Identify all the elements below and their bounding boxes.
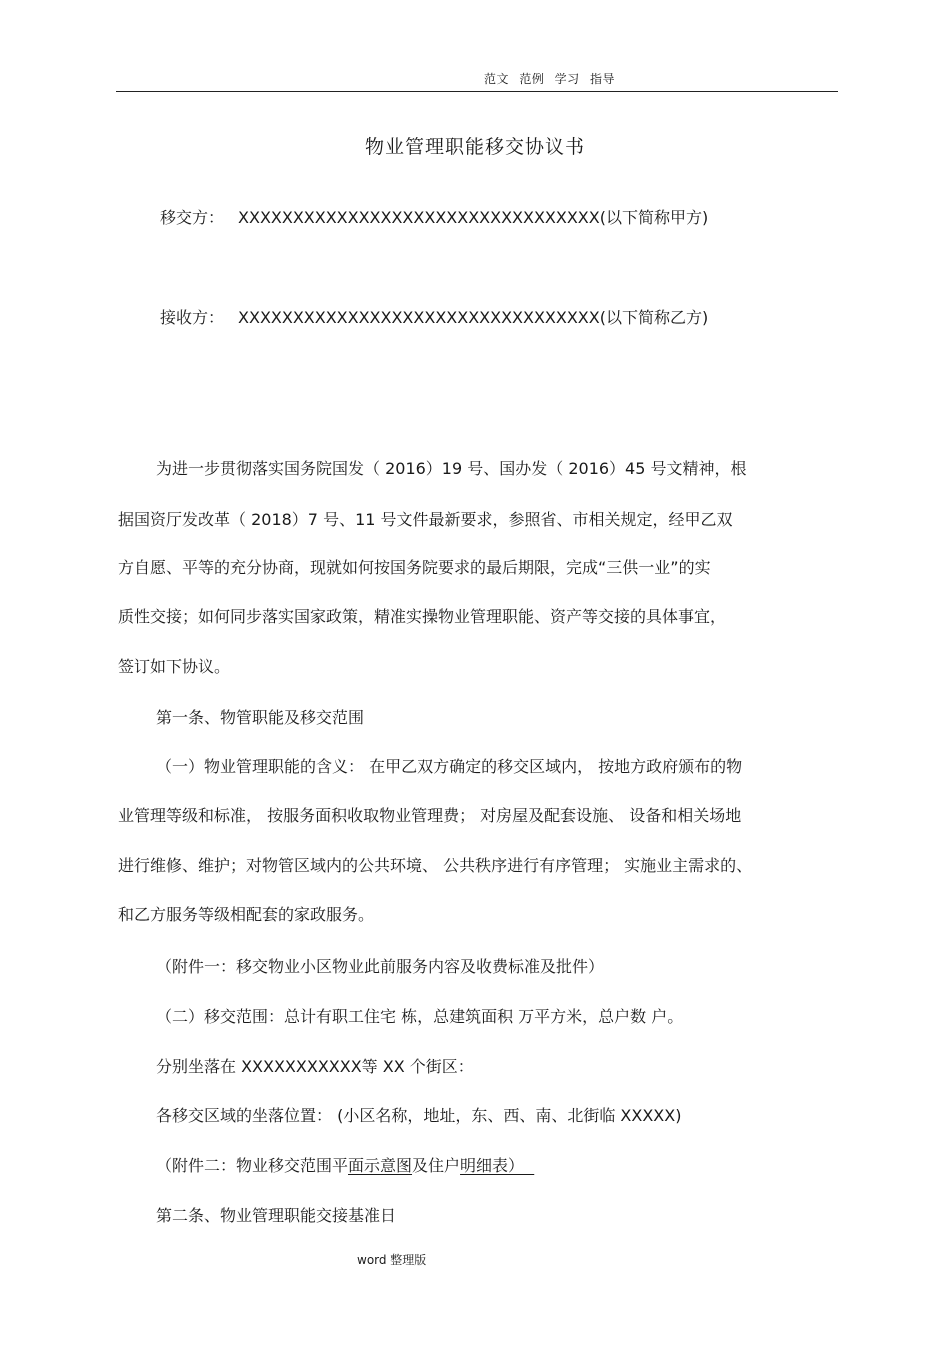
attachment2-underlined-1: 面示意图 — [348, 1156, 413, 1175]
transferor-value: XXXXXXXXXXXXXXXXXXXXXXXXXXXXXXXXX(以下简称甲方) — [238, 208, 709, 227]
area-positions-line: 各移交区域的坐落位置： (小区名称，地址，东、西、南、北街临 XXXXX) — [156, 1106, 682, 1125]
transfer-scope-line: （二）移交范围：总计有职工住宅 栋，总建筑面积 万平方米，总户数 户。 — [156, 1007, 684, 1026]
article1-title: 第一条、物管职能及移交范围 — [156, 708, 365, 727]
receiver-label: 接收方： — [160, 308, 225, 327]
article1-item1-line-3: 进行维修、维护；对物管区域内的公共环境、 公共秩序进行有序管理； 实施业主需求的、 — [118, 856, 753, 875]
article1-item1-line-4: 和乙方服务等级相配套的家政服务。 — [118, 905, 375, 924]
header-divider — [116, 91, 838, 92]
receiver-line — [160, 305, 708, 328]
intro-line-4: 质性交接；如何同步落实国家政策，精准实操物业管理职能、资产等交接的具体事宜， — [118, 607, 727, 626]
page-header: 范文 范例 学习 指导 — [484, 72, 615, 86]
intro-line-3: 方自愿、平等的充分协商，现就如何按国务院要求的最后期限，完成“三供一业”的实 — [118, 558, 711, 577]
transferor-label: 移交方： — [160, 208, 225, 227]
article1-item1-line-1: （一）物业管理职能的含义： 在甲乙双方确定的移交区域内， 按地方政府颁布的物 — [156, 757, 743, 776]
attachment1-note: （附件一：移交物业小区物业此前服务内容及收费标准及批件） — [156, 957, 605, 976]
intro-line-2: 据国资厅发改革（ 2018）7 号、11 号文件最新要求，参照省、市相关规定，经甲乙双 — [118, 510, 733, 529]
article1-item1-line-2: 业管理等级和标准， 按服务面积收取物业管理费； 对房屋及配套设施、 设备和相关场地 — [118, 806, 742, 825]
intro-line-5: 签订如下协议。 — [118, 657, 231, 676]
location-line: 分别坐落在 XXXXXXXXXXX等 XX 个街区： — [156, 1057, 474, 1076]
document-title: 物业管理职能移交协议书 — [364, 136, 585, 158]
attachment2-mid: 及住户 — [412, 1156, 461, 1175]
transferor-line — [160, 205, 708, 228]
attachment2-prefix: （附件二：物业移交范围平 — [156, 1156, 349, 1175]
attachment2-note — [156, 1153, 534, 1176]
attachment2-underlined-2: 明细表） — [460, 1156, 535, 1175]
page-footer: word 整理版 — [357, 1253, 427, 1267]
article2-title: 第二条、物业管理职能交接基准日 — [156, 1206, 397, 1225]
receiver-value: XXXXXXXXXXXXXXXXXXXXXXXXXXXXXXXXX(以下简称乙方) — [238, 308, 709, 327]
intro-line-1: 为进一步贯彻落实国务院国发（ 2016）19 号、国办发（ 2016）45 号文精神，根 — [156, 459, 747, 478]
